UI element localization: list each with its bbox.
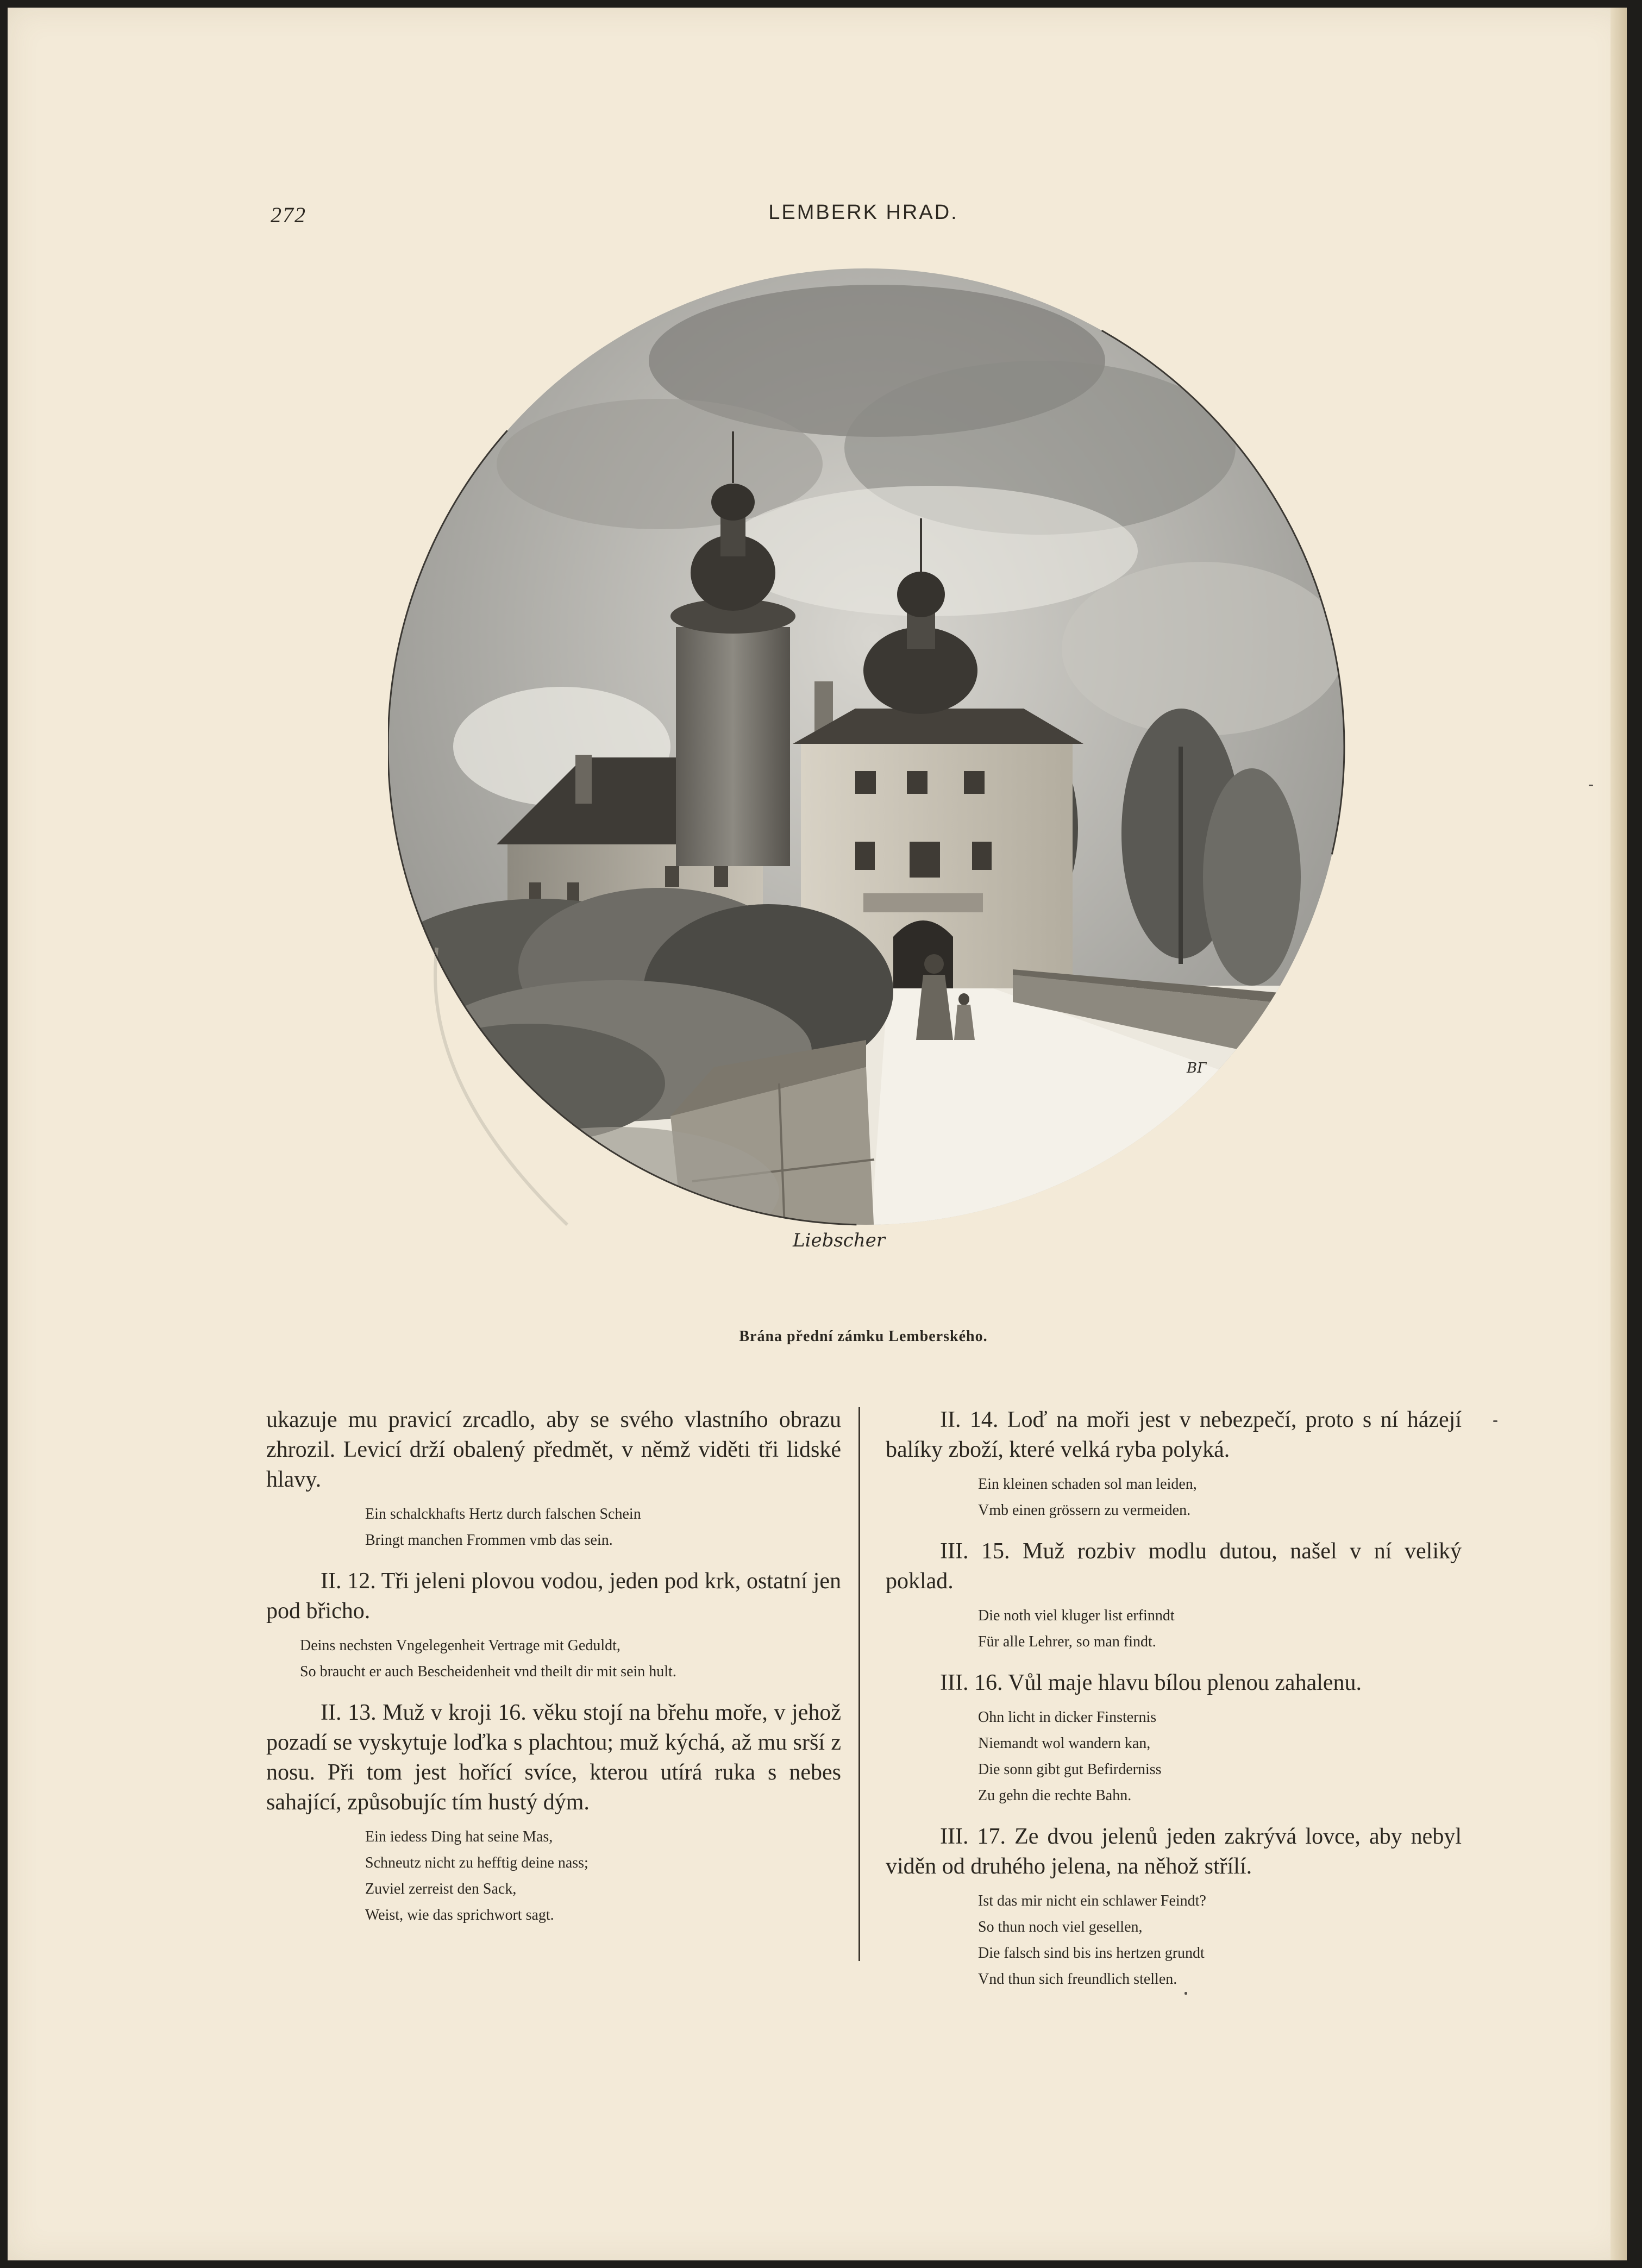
verse-line: Ein kleinen schaden sol man leiden, [978, 1476, 1197, 1493]
entry-iii-16 [886, 1668, 1462, 1809]
book-page [8, 8, 1627, 2260]
verse-line: Schneutz nicht zu hefftig deine nass; [365, 1855, 588, 1871]
verse-line: Ein iedess Ding hat seine Mas, [365, 1828, 553, 1845]
verse-line: Vnd thun sich freundlich stellen. [978, 1971, 1177, 1988]
verse-line: Zuviel zerreist den Sack, [365, 1881, 517, 1897]
verse-line: Weist, wie das sprichwort sagt. [365, 1907, 554, 1924]
verse-line: Vmb einen grössern zu vermeiden. [978, 1502, 1191, 1519]
verse-line: Deins nechsten Vngelegenheit Vertrage mit Geduldt, [300, 1637, 621, 1654]
artist-signature: Liebscher [793, 1230, 886, 1251]
verse-line: Ohn licht in dicker Finsternis [978, 1709, 1157, 1726]
print-speck [1493, 1420, 1497, 1422]
entry-text: II. 12. Tři jeleni plovou vodou, jeden pod krk, ostatní jen pod břicho. [266, 1569, 841, 1624]
entry-text: ukazuje mu pravicí zrcadlo, aby se svého vlastního obrazu zhrozil. Levicí drží obalený předmět, v němž viděti tři lidské hlavy. [266, 1407, 841, 1492]
motto-verse [886, 1888, 1462, 1993]
verse-line: Zu gehn die rechte Bahn. [978, 1787, 1132, 1804]
castle-gate-engraving [388, 268, 1361, 1323]
entry-text: III. 17. Ze dvou jelenů jeden zakrývá lovce, aby nebyl viděn od druhého jelena, na něhož střílí. [886, 1824, 1462, 1879]
left-column [266, 1405, 841, 1941]
running-title: LEMBERK HRAD. [768, 201, 958, 224]
verse-line: Bringt manchen Frommen vmb das sein. [365, 1532, 613, 1549]
page-number: 272 [271, 203, 306, 227]
entry-ii-12 [266, 1567, 841, 1685]
entry-ii-14 [886, 1405, 1462, 1524]
verse-line: Ist das mir nicht ein schlawer Feindt? [978, 1893, 1206, 1909]
entry-ii-13 [266, 1698, 841, 1928]
motto-verse [886, 1705, 1462, 1809]
print-speck [1589, 785, 1593, 786]
verse-line: Niemandt wol wandern kan, [978, 1735, 1151, 1752]
verse-line: Ein schalckhafts Hertz durch falschen Schein [365, 1506, 641, 1523]
motto-verse [266, 1633, 841, 1685]
motto-verse [266, 1824, 841, 1928]
entry-iii-15 [886, 1537, 1462, 1655]
right-column [886, 1405, 1462, 2006]
illustration-caption: Brána přední zámku Lemberského. [739, 1328, 988, 1345]
entry-iii-17 [886, 1822, 1462, 1993]
verse-line: So thun noch viel gesellen, [978, 1919, 1143, 1935]
entry-text: II. 13. Muž v kroji 16. věku stojí na břehu moře, v jehož pozadí se vyskytuje loďka s plachtou; muž kýchá, až mu srší z nosu. Při tom jest hořící svíce, kterou utírá ruka s nebes sahající, způsobujíc tím hustý dým. [266, 1700, 841, 1815]
page-edge [1610, 8, 1627, 2260]
artist-monogram: ВГ [1187, 1060, 1207, 1076]
verse-line: Die falsch sind bis ins hertzen grundt [978, 1945, 1205, 1962]
verse-line: Für alle Lehrer, so man findt. [978, 1633, 1156, 1650]
entry-continued [266, 1405, 841, 1553]
motto-verse [886, 1471, 1462, 1524]
motto-verse [266, 1501, 841, 1553]
column-rule [858, 1407, 860, 1961]
entry-text: II. 14. Loď na moři jest v nebezpečí, proto s ní házejí balíky zboží, které velká ryba polyká. [886, 1407, 1462, 1462]
entry-text: III. 15. Muž rozbiv modlu dutou, našel v ní veliký poklad. [886, 1539, 1462, 1594]
verse-line: So braucht er auch Bescheidenheit vnd theilt dir mit sein hult. [300, 1663, 676, 1680]
verse-line: Die noth viel kluger list erfinndt [978, 1607, 1175, 1624]
verse-line: Die sonn gibt gut Befirderniss [978, 1761, 1162, 1778]
motto-verse [886, 1603, 1462, 1655]
entry-text: III. 16. Vůl maje hlavu bílou plenou zahalenu. [940, 1670, 1362, 1695]
print-speck [1185, 1992, 1187, 1995]
